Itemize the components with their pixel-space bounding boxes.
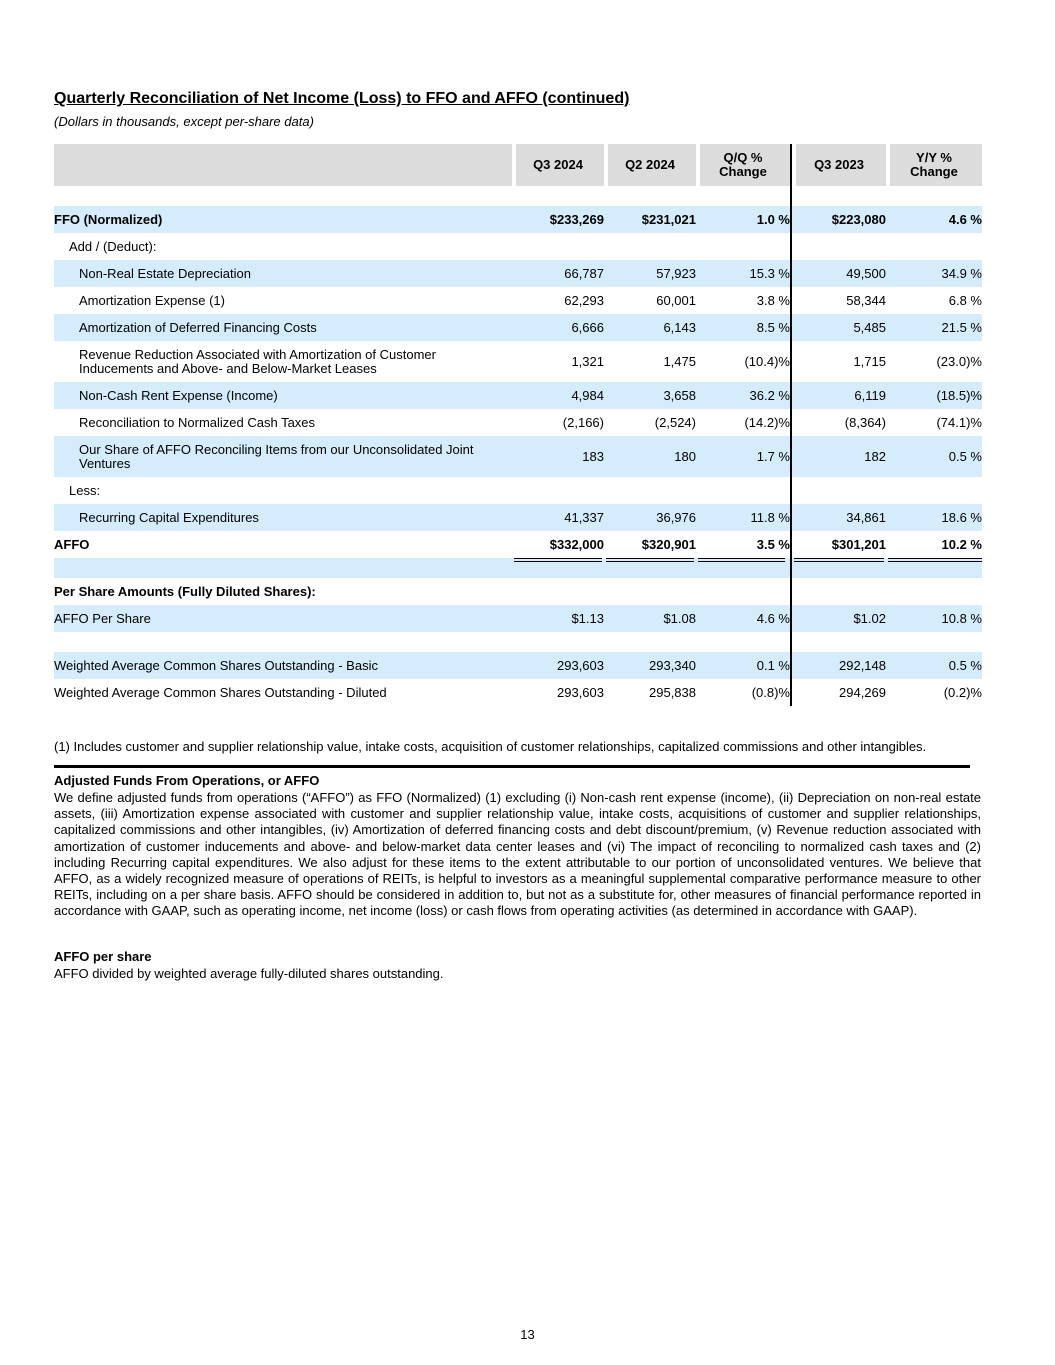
cell-q3-2023: 1,715 bbox=[853, 354, 886, 369]
row-label: Non-Cash Rent Expense (Income) bbox=[54, 382, 512, 409]
cell-value: $332,000 bbox=[549, 537, 604, 552]
cell-q3-2023: 5,485 bbox=[792, 314, 886, 341]
cell-yy-change bbox=[886, 531, 982, 558]
row-label: Per Share Amounts (Fully Diluted Shares): bbox=[54, 583, 316, 599]
table-row-deferred-financing-costs bbox=[54, 314, 982, 341]
cell-q2-2024: (2,524) bbox=[654, 415, 696, 430]
cell-q3-2024: $233,269 bbox=[512, 206, 604, 233]
cell-yy-change: 34.9 % bbox=[886, 260, 982, 287]
table-row-per-share-heading bbox=[54, 578, 982, 605]
table-row-shares-basic bbox=[54, 652, 982, 679]
cell-q2-2024: 295,838 bbox=[649, 685, 696, 700]
cell-q3-2023: 58,344 bbox=[846, 293, 886, 308]
cell-q3-2023: $1.02 bbox=[792, 605, 886, 632]
cell-yy-change: (23.0)% bbox=[936, 354, 982, 369]
cell-q3-2024: 66,787 bbox=[512, 260, 604, 287]
spacer-row bbox=[54, 632, 982, 652]
cell-yy-change: (0.2)% bbox=[943, 685, 982, 700]
cell-qq-change: (10.4)% bbox=[696, 341, 792, 382]
table-row-affo bbox=[54, 531, 982, 558]
cell-qq-change: 1.0 % bbox=[696, 206, 792, 233]
cell-q3-2024: 41,337 bbox=[512, 504, 604, 531]
table-row-shares-diluted bbox=[54, 679, 982, 706]
footnote: (1) Includes customer and supplier relationship value, intake costs, acquisition of customer relationships, capitalized commissions and other intangibles. bbox=[54, 739, 927, 754]
cell-yy-change: 21.5 % bbox=[886, 314, 982, 341]
table-header-row bbox=[54, 144, 982, 186]
table-row-amortization-expense bbox=[54, 287, 982, 314]
cell-q2-2024: $231,021 bbox=[604, 206, 696, 233]
cell-q3-2023: 294,269 bbox=[839, 685, 886, 700]
page-subtitle: (Dollars in thousands, except per-share data) bbox=[54, 114, 314, 129]
cell-qq-change: 11.8 % bbox=[696, 504, 792, 531]
cell-yy-change: (74.1)% bbox=[936, 415, 982, 430]
cell-q3-2024: (2,166) bbox=[562, 415, 604, 430]
header-label-cell bbox=[54, 144, 512, 186]
cell-q3-2024: 293,603 bbox=[512, 652, 604, 679]
cell-q3-2023: 182 bbox=[792, 436, 886, 477]
cell-q2-2024: 60,001 bbox=[656, 293, 696, 308]
page-number: 13 bbox=[520, 1327, 535, 1342]
row-label: Revenue Reduction Associated with Amortization of Customer Inducements and Above- and Below-Market Leases bbox=[79, 346, 436, 376]
row-label: Non-Real Estate Depreciation bbox=[54, 260, 512, 287]
row-label: Amortization Expense (1) bbox=[79, 292, 225, 308]
table-row-add-deduct bbox=[54, 233, 982, 260]
cell-q2-2024: 180 bbox=[604, 436, 696, 477]
cell-q3-2024: $1.13 bbox=[512, 605, 604, 632]
cell-q3-2024: 1,321 bbox=[571, 354, 604, 369]
cell-yy-change: 0.5 % bbox=[886, 436, 982, 477]
cell-q2-2024: 3,658 bbox=[604, 382, 696, 409]
cell-qq-change: 4.6 % bbox=[696, 605, 792, 632]
definition-body-affo-per-share: AFFO divided by weighted average fully-diluted shares outstanding. bbox=[54, 966, 444, 981]
cell-q2-2024: 57,923 bbox=[604, 260, 696, 287]
row-label: AFFO bbox=[54, 536, 90, 552]
column-header-yy-change: Y/Y % Change bbox=[886, 144, 982, 186]
cell-q3-2023: 34,861 bbox=[792, 504, 886, 531]
table-row-cash-taxes bbox=[54, 409, 982, 436]
definition-title-affo: Adjusted Funds From Operations, or AFFO bbox=[54, 773, 320, 788]
cell-qq-change bbox=[696, 531, 792, 558]
table-row-ffo-normalized bbox=[54, 206, 982, 233]
spacer-row bbox=[54, 186, 982, 206]
row-label: Reconciliation to Normalized Cash Taxes bbox=[79, 414, 316, 430]
cell-qq-change: (0.8)% bbox=[696, 679, 792, 706]
cell-value: 3.5 % bbox=[756, 537, 790, 552]
cell-value: $320,901 bbox=[641, 537, 696, 552]
cell-q2-2024: 6,143 bbox=[604, 314, 696, 341]
table-row-affo-per-share bbox=[54, 605, 982, 632]
double-underline bbox=[888, 558, 982, 562]
cell-q3-2023: 292,148 bbox=[792, 652, 886, 679]
row-label: Recurring Capital Expenditures bbox=[54, 504, 512, 531]
page-title: Quarterly Reconciliation of Net Income (Loss) to FFO and AFFO (continued) bbox=[54, 90, 630, 107]
column-header-q3-2024: Q3 2024 bbox=[512, 144, 604, 186]
cell-qq-change: 0.1 % bbox=[696, 652, 792, 679]
double-underline bbox=[794, 558, 884, 562]
row-label: Less: bbox=[69, 482, 101, 498]
cell-value: 10.2 % bbox=[941, 537, 982, 552]
cell-yy-change: 10.8 % bbox=[886, 605, 982, 632]
cell-yy-change: 18.6 % bbox=[886, 504, 982, 531]
column-header-q3-2023: Q3 2023 bbox=[792, 144, 886, 186]
table-row-joint-ventures bbox=[54, 436, 982, 477]
cell-qq-change: (14.2)% bbox=[696, 409, 792, 436]
cell-q2-2024 bbox=[604, 531, 696, 558]
cell-q3-2023: $223,080 bbox=[792, 206, 886, 233]
cell-q3-2023: 49,500 bbox=[792, 260, 886, 287]
row-label: Amortization of Deferred Financing Costs bbox=[54, 314, 512, 341]
cell-qq-change: 1.7 % bbox=[696, 436, 792, 477]
row-label: Weighted Average Common Shares Outstanding - Basic bbox=[54, 652, 512, 679]
cell-yy-change: 0.5 % bbox=[886, 652, 982, 679]
double-underline bbox=[698, 558, 785, 562]
definition-title-affo-per-share: AFFO per share bbox=[54, 949, 152, 964]
column-header-q2-2024: Q2 2024 bbox=[604, 144, 696, 186]
definition-body-affo: We define adjusted funds from operations (“AFFO”) as FFO (Normalized) (1) excluding (i) Non-cash rent expense (income), (ii) Depreciation on non-real estate assets, (iii) Amortization expense associated with customer and supplier relationship value, intake costs, acquisitions of customer and supplier relationships, capitalized commissions and other intangibles, (iv) Amortization of deferred financing costs and debt discount/premium, (v) Revenue reduction associated with amortization of customer inducements and above- and below-market data center leases and (vi) The impact of reconciling to normalized cash taxes and (2) including Recurring capital expenditures. We also adjust for these items to the extent attributable to our portion of unconsolidated ventures. We believe that AFFO, as a widely recognized measure of operations of REITs, is helpful to investors as a meaningful supplemental comparative performance measure to other REITs, including on a per share basis. AFFO should be considered in addition to, but not as a substitute for, other measures of financial performance reported in accordance with GAAP, such as operating income, net income (loss) or cash flows from operating activities (as determined in accordance with GAAP). bbox=[54, 790, 981, 919]
table-row-non-cash-rent bbox=[54, 382, 982, 409]
table-row-revenue-reduction bbox=[54, 341, 982, 382]
cell-q3-2024: 183 bbox=[512, 436, 604, 477]
cell-q3-2024: 62,293 bbox=[564, 293, 604, 308]
cell-q3-2024: 293,603 bbox=[557, 685, 604, 700]
reconciliation-table bbox=[54, 144, 982, 706]
cell-value: $301,201 bbox=[831, 537, 886, 552]
cell-q3-2023: (8,364) bbox=[844, 415, 886, 430]
cell-q3-2024: 6,666 bbox=[512, 314, 604, 341]
cell-yy-change: 4.6 % bbox=[886, 206, 982, 233]
cell-q2-2024: 293,340 bbox=[604, 652, 696, 679]
cell-q2-2024: $1.08 bbox=[604, 605, 696, 632]
section-divider bbox=[54, 765, 970, 768]
column-header-qq-change: Q/Q % Change bbox=[696, 144, 792, 186]
row-label: Weighted Average Common Shares Outstanding - Diluted bbox=[54, 684, 387, 700]
cell-qq-change: 36.2 % bbox=[696, 382, 792, 409]
table-row-recurring-capex bbox=[54, 504, 982, 531]
cell-yy-change: (18.5)% bbox=[886, 382, 982, 409]
cell-yy-change: 6.8 % bbox=[948, 293, 982, 308]
double-underline bbox=[606, 558, 694, 562]
cell-q2-2024: 1,475 bbox=[663, 354, 696, 369]
cell-q3-2023 bbox=[792, 531, 886, 558]
row-label: Our Share of AFFO Reconciling Items from our Unconsolidated Joint Ventures bbox=[54, 436, 512, 477]
double-underline bbox=[514, 558, 602, 562]
cell-qq-change: 3.8 % bbox=[696, 287, 792, 314]
cell-qq-change: 15.3 % bbox=[696, 260, 792, 287]
cell-q3-2024: 4,984 bbox=[512, 382, 604, 409]
row-label: Add / (Deduct): bbox=[69, 238, 157, 254]
cell-q2-2024: 36,976 bbox=[604, 504, 696, 531]
row-label: AFFO Per Share bbox=[54, 605, 512, 632]
row-label: FFO (Normalized) bbox=[54, 206, 512, 233]
cell-q3-2024 bbox=[512, 531, 604, 558]
cell-q3-2023: 6,119 bbox=[792, 382, 886, 409]
cell-qq-change: 8.5 % bbox=[696, 314, 792, 341]
table-row-non-real-estate-depreciation bbox=[54, 260, 982, 287]
table-row-less bbox=[54, 477, 982, 504]
